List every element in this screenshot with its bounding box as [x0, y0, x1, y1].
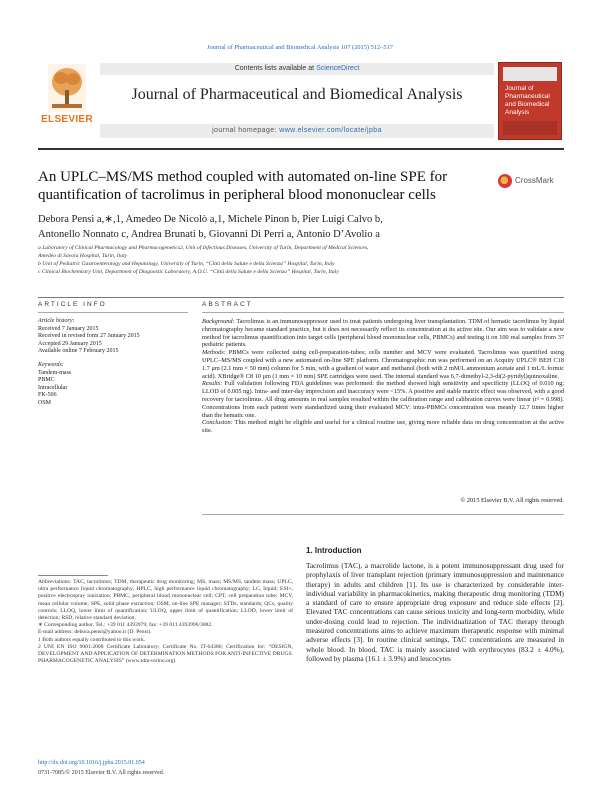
abstract-bottom-rule	[202, 514, 564, 515]
crossmark-label: CrossMark	[515, 176, 554, 185]
homepage-line	[100, 124, 494, 138]
article-title: An UPLC–MS/MS method coupled with automated on-line SPE for quantification of tacrolimus in peripheral blood mononuclear cells	[38, 169, 448, 203]
history-label: Article history:	[38, 318, 75, 324]
publisher-name: ELSEVIER	[41, 114, 93, 125]
journal-title: Journal of Pharmaceutical and Biomedical Analysis	[131, 86, 463, 103]
section-rule	[38, 297, 564, 298]
history-revised: Received in revised form 27 January 2015	[38, 333, 140, 340]
article-info-rule	[38, 312, 188, 313]
contents-line	[100, 63, 494, 75]
journal-cover-image	[498, 62, 562, 140]
history-received: Received 7 January 2015	[38, 325, 99, 332]
crossmark-badge[interactable]	[498, 174, 558, 188]
background-label: Background:	[202, 318, 235, 325]
affiliation-a: a Laboratory of Clinical Pharmacology and Pharmacogenetics2, Unit of Infectious Diseases, University of Turin, Department of Medical Sciences,	[38, 245, 369, 251]
abstract-conclusion	[202, 419, 564, 435]
affiliation-b: b Unit of Pediatric Gastroenterology and Hepatology, University of Turin, “Città della Salute e della Scienza” Hospital, Turin, Italy	[38, 261, 335, 267]
abstract-methods	[202, 349, 564, 380]
certification-footnote: 2 UNI EN ISO 9001:2008 Certificate Laboratory; Certificate No. IT-64386; Certification for: “DESIGN, DEVELOPMENT AND APPLICATION OF DETERMINATION METHODS FOR ANTI-INFECTIVE DRUGS. PHARMACOGENETIC ANALYSIS” (www.tdm-torino.org).	[38, 643, 293, 665]
crossmark-icon	[498, 174, 512, 188]
tree-icon	[48, 64, 86, 112]
sciencedirect-link[interactable]: ScienceDirect	[316, 65, 360, 72]
methods-label: Methods:	[202, 349, 226, 357]
article-info-heading: ARTICLE INFO	[38, 301, 107, 308]
keyword: OSM	[38, 399, 52, 406]
homepage-prefix: journal homepage:	[212, 127, 277, 134]
keyword: Tandem-mass	[38, 369, 72, 376]
header-rule	[38, 148, 564, 150]
doi-link[interactable]: http://dx.doi.org/10.1016/j.jpba.2015.01.054	[38, 760, 145, 766]
cover-bottom-band	[503, 121, 557, 135]
homepage-link[interactable]: www.elsevier.com/locate/jpba	[279, 127, 382, 134]
methods-text: PBMCs were collected using cell-preparation-tubes; cells number and MCV were evaluated. Tacrolimus was quantified using UPLC–MS/MS coupled with a new automated on-line SPE platform. Chromatographic run was performed on an Acquity UPLC® BEH C18 1.7 μm (2.1 mm × 50 mm) column for 5 min, with a gradient of water and methanol (both with 2 mM/L ammonium acetate and 1 mL/L formic acid). XBridge® C8 10 μm (1 mm × 10 mm) SPE cartridges were used. The internal standard was 6,7-dimethyl-2,3-di(2-pyridyl)quinoxaline.	[202, 349, 564, 380]
abstract-results	[202, 380, 564, 419]
introduction-text: Tacrolimus (TAC), a macrolide lactone, is a potent immunosuppressant drug used for prophylaxis of liver transplant rejection (primary immunosuppression and maintenance therapy) in adults and children [1]. Its use is characterized by considerable inter-individual variability in pharmacokinetics, making therapeutic drug monitoring (TDM) a standard of care to ensure appropriate drug exposure and reduce side effects [2]. Elevated TAC concentrations can cause serious toxicity and long-term morbidity, while under-dosing could lead to rejection. The individualization of TAC therapy through measured concentrations aims to achieve maximum therapeutic response with minimal adverse effects [3]. In routine clinical settings, TAC concentrations are measured in whole blood. In blood, TAC is mainly associated with erythrocytes (83.2 ± 4.0%), followed by plasma (16.1 ± 3.9%) and leucocytes	[306, 561, 564, 663]
copyright-notice: © 2015 Elsevier B.V. All rights reserved.	[460, 497, 564, 504]
contents-prefix: Contents lists available at	[234, 65, 315, 72]
affiliation-a-cont: Amedeo di Savoia Hospital, Turin, Italy	[38, 253, 128, 259]
keyword: PBMC	[38, 377, 55, 384]
results-label: Results:	[202, 380, 223, 388]
equal-contribution-footnote: 1 Both authors equally contributed to this work.	[38, 636, 146, 643]
history-accepted: Accepted 29 January 2015	[38, 340, 102, 347]
elsevier-logo	[38, 62, 96, 130]
cover-text: Journal of Pharmaceutical and Biomedical Analysis	[505, 85, 550, 116]
authors-line-2: Antonello Nonnato c, Andrea Brunati b, Giovanni Di Perri a, Antonio D’Avolio a	[38, 229, 380, 240]
journal-reference[interactable]: Journal of Pharmaceutical and Biomedical Analysis 107 (2015) 512–517	[207, 44, 393, 51]
background-text: Tacrolimus is an immunosuppressor used to treat patients undergoing liver transplantation. TDM of hematic tacrolimus by liquid chromatography became standard practice, but it does not necessarily reflect its concentration at its active site. Our aim was to validate a new method for tacrolimus quantification into target cells (peripheral blood mononuclear cells, PBMCs) and testing it on 100 real samples from 37 pediatric patients.	[202, 318, 564, 349]
keywords	[38, 362, 188, 408]
abstract-body	[202, 318, 564, 435]
affiliation-c: c Clinical Biochemistry Unit, Department of Diagnostic Laboratory, A.O.U. “Città della Salute e della Scienza” Hospital, Turin, Italy	[38, 269, 339, 275]
abstract-background	[202, 318, 564, 349]
keyword: Intracellular	[38, 384, 68, 391]
authors-line-1: Debora Pensi a,∗,1, Amedeo De Nicolò a,1, Michele Pinon b, Pier Luigi Calvo b,	[38, 214, 383, 225]
abstract-rule	[202, 312, 564, 313]
results-text: Full validation following FDA guidelines was performed: the method showed high sensitivity and specificity (LLOQ of 0.010 ng; LLOD of 0.005 ng). Intra- and inter-day imprecision and inaccuracy were <15%. A positive and stable matrix effect was observed, with a good recovery for tacrolimus. All drug amounts in real samples resulted within the calibration range and calibration curves were linear (r² = 0.998). Concentrations from each patient were standardized using their evaluated MCV: intra-PBMCs concentration was meanly 12.7 times higher than the hematic one.	[202, 380, 565, 419]
issn-line: 0731-7085/© 2015 Elsevier B.V. All rights reserved.	[38, 770, 165, 776]
article-history	[38, 318, 188, 356]
history-online: Available online 7 February 2015	[38, 348, 119, 355]
introduction-heading: 1. Introduction	[306, 546, 362, 555]
footnotes	[38, 579, 293, 665]
footnote-rule	[38, 575, 108, 576]
abbreviations-footnote: Abbreviations: TAC, tacrolimus; TDM, therapeutic drug monitoring; MS, mass; MS/MS, tandem mass; UPLC, ultra performance liquid chromatography; HPLC, high performance liquid chromatography; LC, liquid; ESI+, positive electrospray ionization; PBMC, peripheral blood mononuclear cell; CPT, cell preparation tube; MCV, mean cellular volume; SPE, solid phase extraction; OSM, on-line SPE manager; STDs, standards; QCs, quality controls; LLOQ, lower limit of quantification; ULOQ, upper limit of quantification; LLOD, lower limit of detection; RSD, relative standard deviation.	[38, 579, 293, 622]
conclusion-label: Conclusion:	[202, 419, 233, 427]
email-footnote[interactable]: E-mail address: debora.pensi@yahoo.it (D. Pensi).	[38, 629, 152, 636]
abstract-heading: ABSTRACT	[202, 301, 253, 308]
keyword: FK-506	[38, 392, 57, 399]
conclusion-text: This method might be eligible and useful for a clinical routine use, giving more reliable data on drug concentration at the active site.	[202, 419, 564, 435]
cover-top-band	[503, 67, 557, 81]
keywords-label: Keywords:	[38, 362, 64, 368]
corresponding-author-footnote: ∗ Corresponding author. Tel.: +39 011 4393979; fax: +39 011 4393996/3882.	[38, 622, 213, 629]
author-list	[38, 212, 564, 242]
